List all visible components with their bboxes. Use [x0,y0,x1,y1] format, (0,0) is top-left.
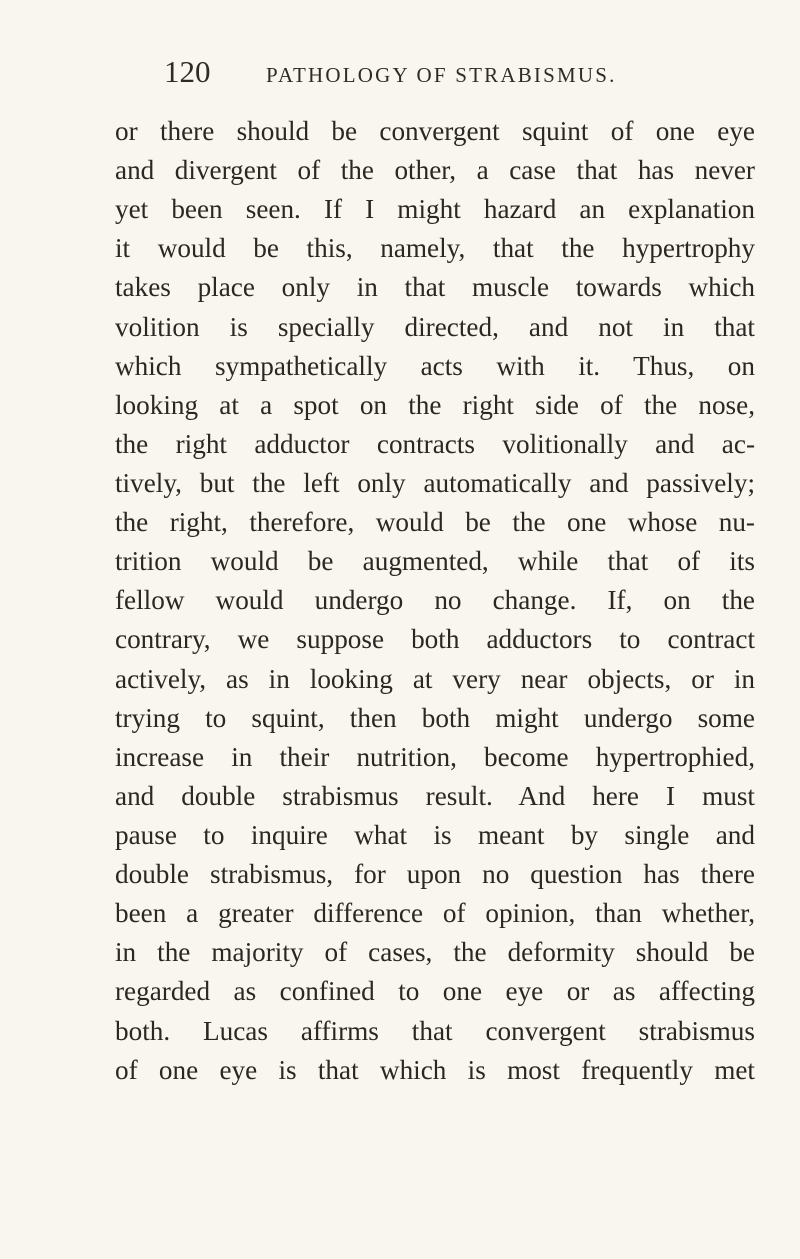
page-header-title: PATHOLOGY OF STRABISMUS. [266,63,617,87]
text-line: it would be this, namely, that the hypertrophy [115,233,755,264]
text-line: trition would be augmented, while that of its [115,546,755,577]
text-line: the right, therefore, would be the one whose nu- [115,507,755,538]
text-line: regarded as confined to one eye or as affecting [115,976,755,1007]
text-line: of one eye is that which is most frequently met [115,1054,755,1085]
text-line: volition is specially directed, and not in that [115,311,755,342]
text-line: looking at a spot on the right side of the nose, [115,389,755,420]
text-line: increase in their nutrition, become hypertrophied, [115,741,755,772]
text-line: pause to inquire what is meant by single and [115,819,755,850]
body-text [115,112,755,1090]
text-line: fellow would undergo no change. If, on the [115,585,755,616]
text-line: takes place only in that muscle towards which [115,272,755,303]
page-number: 120 [164,54,211,89]
text-line: in the majority of cases, the deformity should be [115,937,755,968]
text-line: or there should be convergent squint of one eye [115,116,755,146]
text-line: tively, but the left only automatically and passively; [115,467,755,498]
text-line: been a greater difference of opinion, than whether, [115,898,755,929]
text-line: contrary, we suppose both adductors to contract [115,624,755,655]
text-line: which sympathetically acts with it. Thus, on [115,350,755,381]
text-line: both. Lucas affirms that convergent strabismus [115,1015,755,1046]
text-line: the right adductor contracts volitionally and ac- [115,428,755,459]
text-line: double strabismus, for upon no question has there [115,859,755,890]
running-head [0,52,800,92]
text-line: actively, as in looking at very near objects, or in [115,663,755,694]
text-line: yet been seen. If I might hazard an explanation [115,194,755,225]
text-line: and divergent of the other, a case that has never [115,155,755,186]
text-line: trying to squint, then both might undergo some [115,702,755,733]
text-line: and double strabismus result. And here I must [115,780,755,811]
